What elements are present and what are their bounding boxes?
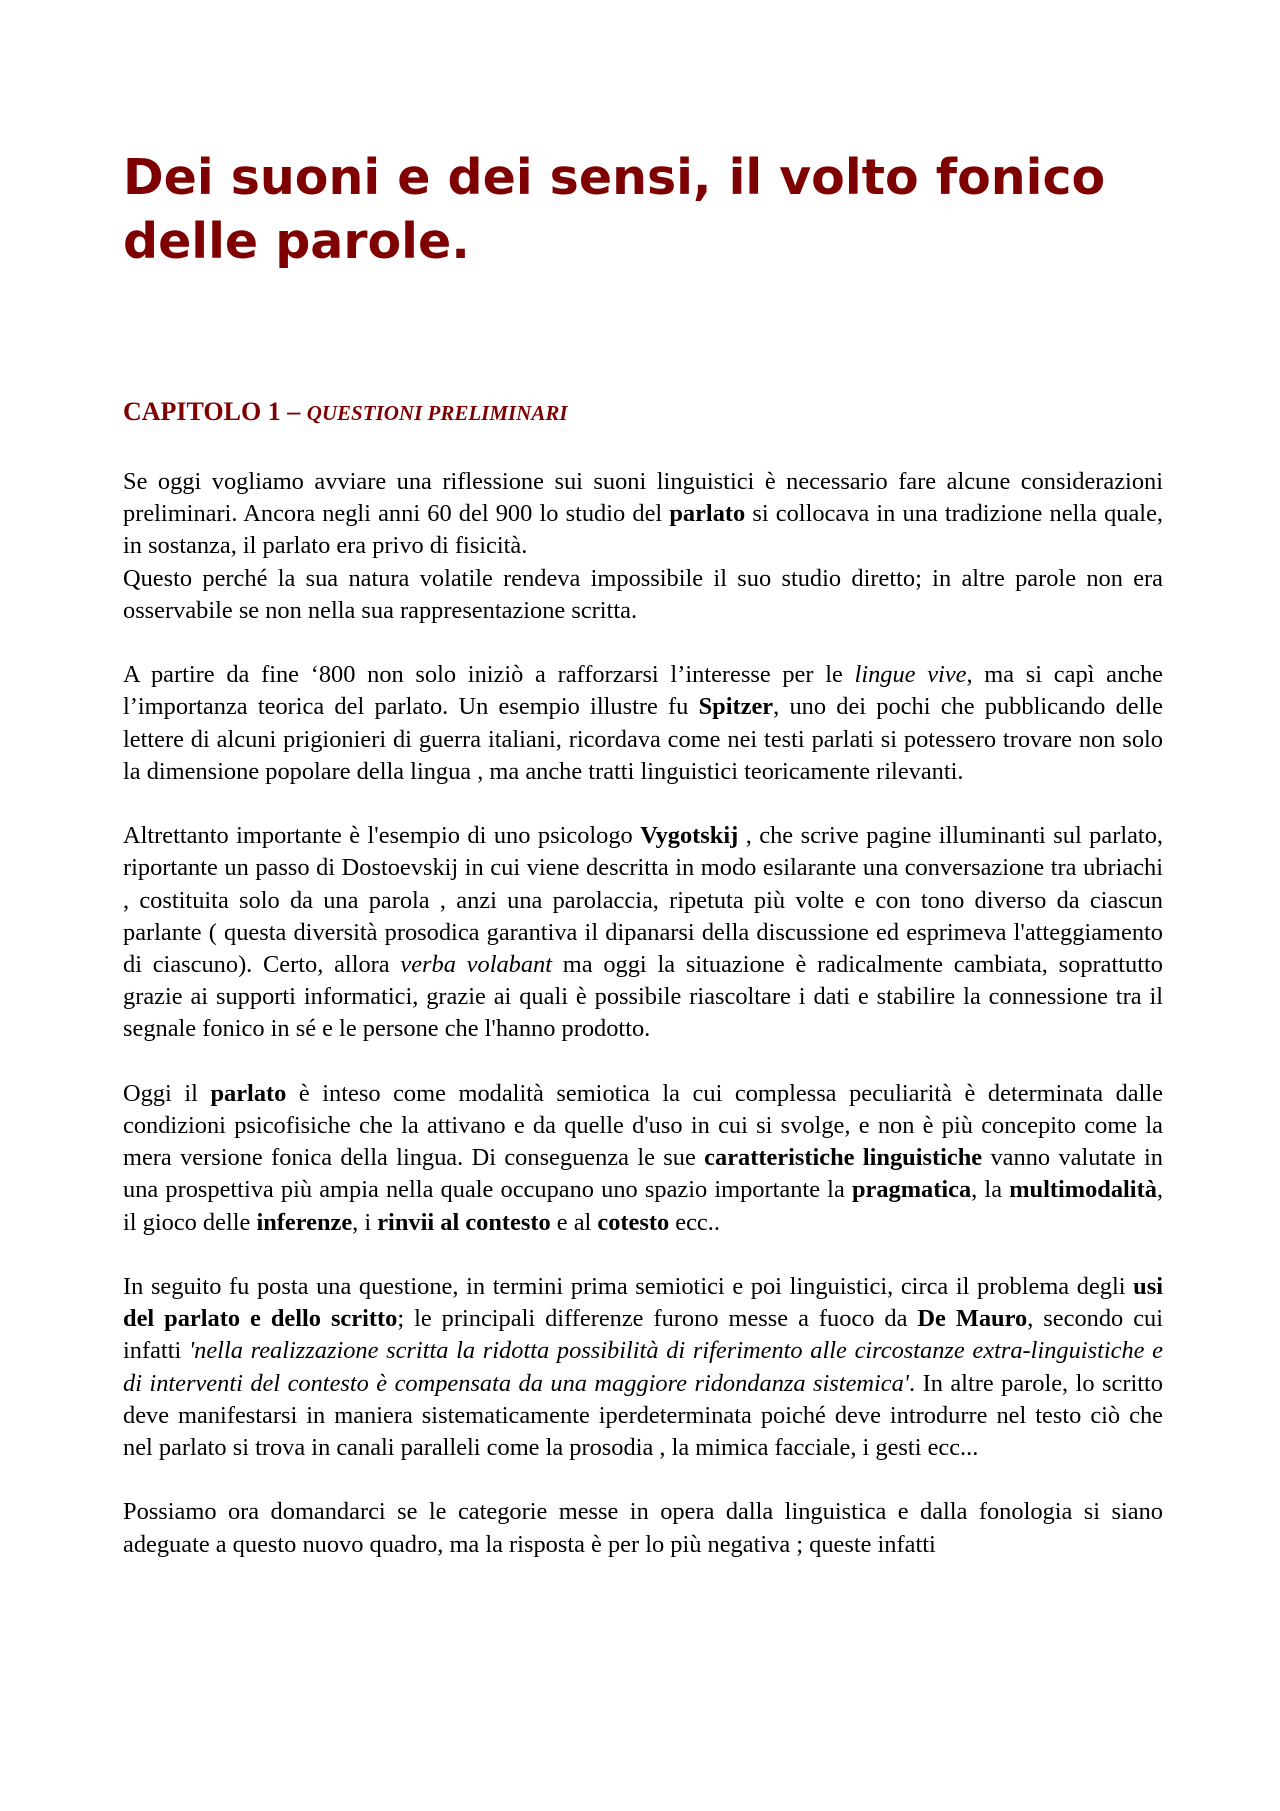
italic-term: verba volabant — [400, 951, 553, 979]
text-run: A partire da fine ‘800 non solo iniziò a rafforzarsi l’interesse per le — [123, 661, 855, 689]
bold-term: multimodalità — [1009, 1176, 1157, 1204]
bold-term: rinvii al contesto — [377, 1208, 551, 1236]
paragraph — [123, 1496, 1163, 1560]
chapter-subtitle: QUESTIONI PRELIMINARI — [306, 401, 568, 425]
text-run: In seguito fu posta una questione, in termini prima semiotici e poi linguistici, circa il problema degli — [123, 1273, 1134, 1301]
paragraph — [123, 820, 1163, 1045]
chapter-separator: – — [280, 397, 307, 426]
italic-term: lingue vive — [854, 661, 967, 689]
bold-term: De Mauro — [917, 1305, 1028, 1333]
text-run: Questo perché la sua natura volatile rendeva impossibile il suo studio diretto; in altre parole non era osservabile se non nella sua rappresentazione scritta. — [123, 564, 1163, 624]
text-run: Altrettanto importante è l'esempio di uno psicologo — [123, 822, 641, 850]
bold-term: Spitzer — [698, 693, 774, 721]
italic-term: 'nella realizzazione scritta la ridotta possibilità di riferimento alle circostanze extra-linguistiche e di interventi del contesto è compensata da una maggiore ridondanza sistemica' — [123, 1337, 1163, 1397]
text-run: , secondo cui infatti — [123, 1305, 1164, 1365]
text-run: vanno valutate in una prospettiva più ampia nella quale occupano uno spazio importante la — [123, 1144, 1163, 1204]
bold-term: usi del parlato e dello scritto — [123, 1273, 1163, 1333]
text-run: e al — [550, 1208, 598, 1236]
text-run: ; le principali differenze furono messe a fuoco da — [397, 1305, 918, 1333]
paragraph — [123, 466, 1163, 563]
text-run: Oggi il — [123, 1079, 211, 1107]
text-run: si collocava in una tradizione nella quale, in sostanza, il parlato era privo di fisicità. — [123, 500, 1163, 560]
chapter-heading — [123, 396, 568, 429]
bold-term: pragmatica — [851, 1176, 972, 1204]
text-run: , il gioco delle — [123, 1176, 1163, 1236]
bold-term: parlato — [669, 500, 746, 528]
bold-term: Vygotskij — [640, 822, 739, 850]
text-run: , la — [971, 1176, 1010, 1204]
bold-term: parlato — [210, 1079, 287, 1107]
paragraph — [123, 1271, 1163, 1464]
text-run: . In altre parole, lo scritto deve manifestarsi in maniera sistematicamente iperdeterminata poiché deve introdurre nel testo ciò che nel parlato si trova in canali paralleli come la prosodia , la mimica facciale, i gesti ecc... — [123, 1369, 1163, 1462]
paragraph — [123, 659, 1163, 788]
bold-term: inferenze — [256, 1208, 353, 1236]
paragraph — [123, 563, 1163, 627]
document-title: Dei suoni e dei sensi, il volto fonico delle parole. — [123, 149, 1106, 270]
text-run: , che scrive pagine illuminanti sul parlato, riportante un passo di Dostoevskij in cui viene descritta in modo esilarante una conversazione tra ubriachi , costituita solo da una parola , anzi una parolaccia, ripetuta più volte e con tono diverso da ciascun parlante ( questa diversità prosodica garantiva il dipanarsi della discussione ed esprimeva l'atteggiamento di ciascuno). Certo, allora — [123, 822, 1163, 979]
text-run: ma oggi la situazione è radicalmente cambiata, soprattutto grazie ai supporti informatici, grazie ai quali è possibile riascoltare i dati e stabilire la connessione tra il segnale fonico in sé e le persone che l'hanno prodotto. — [123, 951, 1163, 1043]
bold-term: cotesto — [597, 1208, 670, 1236]
text-run: Possiamo ora domandarci se le categorie messe in opera dalla linguistica e dalla fonologia si siano adeguate a questo nuovo quadro, ma la risposta è per lo più negativa ; queste infatti — [123, 1498, 1163, 1558]
text-run: , uno dei pochi che pubblicando delle lettere di alcuni prigionieri di guerra italiani, ricordava come nei testi parlati si potessero trovare non solo la dimensione popolare della lingua , ma anche tratti linguistici teoricamente rilevanti. — [123, 693, 1163, 785]
paragraph — [123, 1078, 1163, 1239]
chapter-label: CAPITOLO 1 — [123, 397, 281, 426]
bold-term: caratteristiche linguistiche — [704, 1144, 983, 1172]
text-run: , i — [352, 1208, 378, 1236]
text-run: è inteso come modalità semiotica la cui complessa peculiarità è determinata dalle condizioni psicofisiche che la attivano e da quelle d'uso in cui si svolge, e non è più concepito come la mera versione fonica della lingua. Di conseguenza le sue — [123, 1079, 1163, 1172]
text-run: ecc.. — [669, 1208, 720, 1236]
text-run: , ma si capì anche l’importanza teorica del parlato. Un esempio illustre fu — [123, 661, 1163, 721]
document-body — [123, 466, 1163, 1593]
text-run: Se oggi vogliamo avviare una riflessione sui suoni linguistici è necessario fare alcune considerazioni preliminari. Ancora negli anni 60 del 900 lo studio del — [123, 468, 1163, 528]
